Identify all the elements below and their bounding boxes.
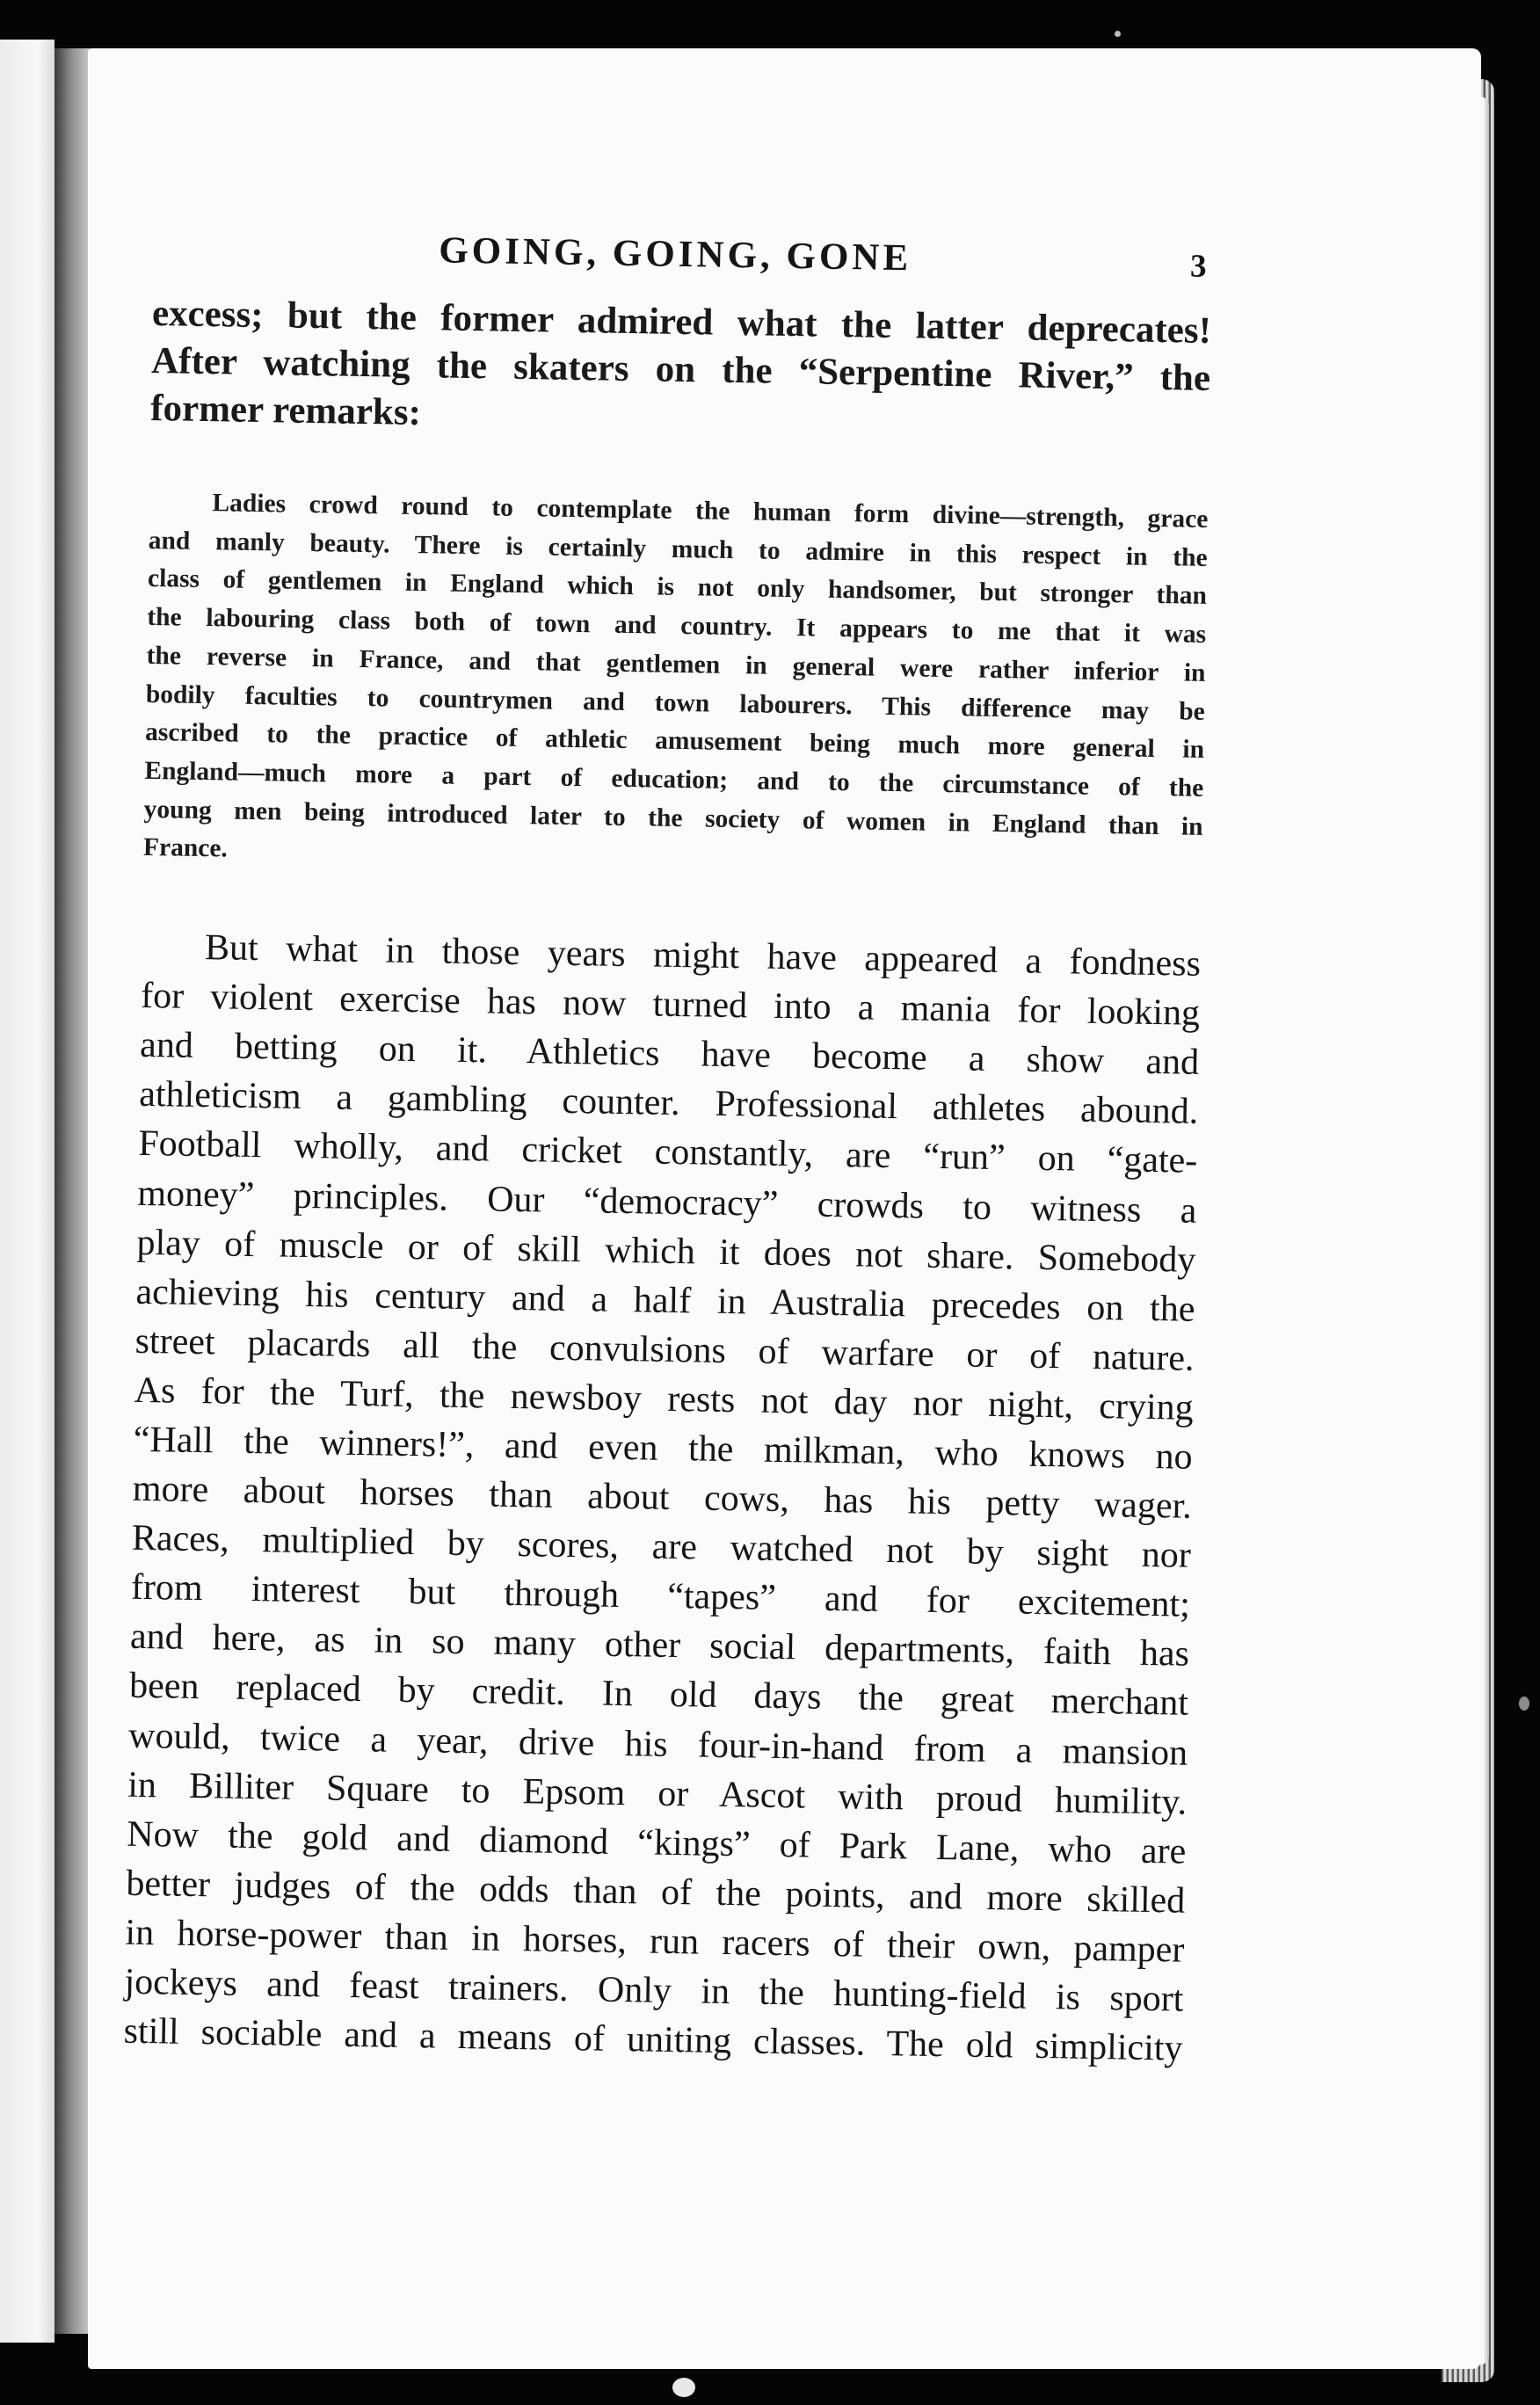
- main-paragraph: [123, 922, 1201, 2074]
- quote-line: the labouring class both of town and country. It appears to me that it was: [147, 603, 1207, 650]
- text-line: better judges of the odds than of the points, and more skilled: [126, 1863, 1186, 1922]
- text-line: would, twice a year, drive his four-in-hand from a mansion: [127, 1715, 1188, 1774]
- quote-line: England—much more a part of education; and to the circumstance of the: [144, 756, 1204, 803]
- quote-line: ascribed to the practice of athletic amusement being much more general in: [144, 718, 1205, 765]
- block-quotation: [143, 483, 1209, 885]
- previous-page-edge: [0, 40, 54, 2343]
- text-line: for violent exercise has now turned into a mania for looking: [140, 976, 1201, 1034]
- scan-speck: [1519, 1697, 1529, 1711]
- text-line: in Billiter Square to Epsom or Ascot with proud humility.: [127, 1764, 1188, 1823]
- text-line: But what in those years might have appeared a fondness: [204, 927, 1202, 985]
- text-line: play of muscle or of skill which it does not share. Somebody: [136, 1222, 1196, 1281]
- quote-line: and manly beauty. There is certainly much to admire in this respect in the: [148, 526, 1208, 572]
- text-line: money” principles. Our “democracy” crowds to witness a: [137, 1173, 1197, 1232]
- running-title: GOING, GOING, GONE: [438, 229, 912, 280]
- text-line: As for the Turf, the newsboy rests not day nor night, crying: [134, 1370, 1194, 1428]
- text-line: been replaced by credit. In old days the great merchant: [128, 1666, 1189, 1725]
- text-line: Now the gold and diamond “kings” of Park Lane, who are: [127, 1813, 1187, 1872]
- text-line: in horse-power than in horses, run racers of their own, pamper: [125, 1912, 1185, 1971]
- text-line: athleticism a gambling counter. Professional athletes abound.: [138, 1074, 1199, 1133]
- text-line: After watching the skaters on the “Serpentine River,” the: [150, 339, 1211, 399]
- text-line: “Hall the winners!”, and even the milkman, who knows no: [133, 1419, 1194, 1478]
- quote-line: young men being introduced later to the society of women in England than in: [143, 795, 1203, 841]
- quote-line: the reverse in France, and that gentlemen in general were rather inferior in: [146, 641, 1206, 687]
- quote-line: Ladies crowd round to contemplate the human form divine—strength, grace: [212, 489, 1209, 534]
- intro-paragraph: [150, 290, 1212, 450]
- text-line: excess; but the former admired what the latter deprecates!: [151, 292, 1212, 352]
- text-line: and here, as in so many other social departments, faith has: [129, 1617, 1190, 1675]
- page-number: 3: [1189, 248, 1207, 285]
- quote-line: bodily faculties to countrymen and town labourers. This difference may be: [145, 679, 1205, 726]
- text-line: more about horses than about cows, has his petty wager.: [132, 1468, 1193, 1527]
- text-line: street placards all the convulsions of warfare or of nature.: [134, 1320, 1195, 1379]
- page-text: [123, 211, 1213, 2074]
- scan-speck: [672, 2378, 695, 2397]
- text-line: former remarks:: [149, 387, 422, 434]
- scan-speck: [1115, 31, 1121, 37]
- text-line: achieving his century and a half in Australia precedes on the: [135, 1271, 1195, 1330]
- text-line: still sociable and a means of uniting classes. The old simplicity: [123, 2010, 1183, 2069]
- binding-gutter-shadow: [54, 48, 90, 2334]
- text-line: Football wholly, and cricket constantly, are “run” on “gate-: [138, 1123, 1198, 1182]
- text-line: and betting on it. Athletics have become a show and: [139, 1025, 1200, 1084]
- text-line: Races, multiplied by scores, are watched not by sight nor: [131, 1517, 1192, 1576]
- quote-line: France.: [142, 833, 229, 863]
- text-line: jockeys and feast trainers. Only in the hunting-field is sport: [124, 1961, 1184, 2020]
- quote-line: class of gentlemen in England which is not only handsomer, but stronger than: [147, 564, 1208, 611]
- text-line: from interest but through “tapes” and for excitement;: [130, 1567, 1191, 1626]
